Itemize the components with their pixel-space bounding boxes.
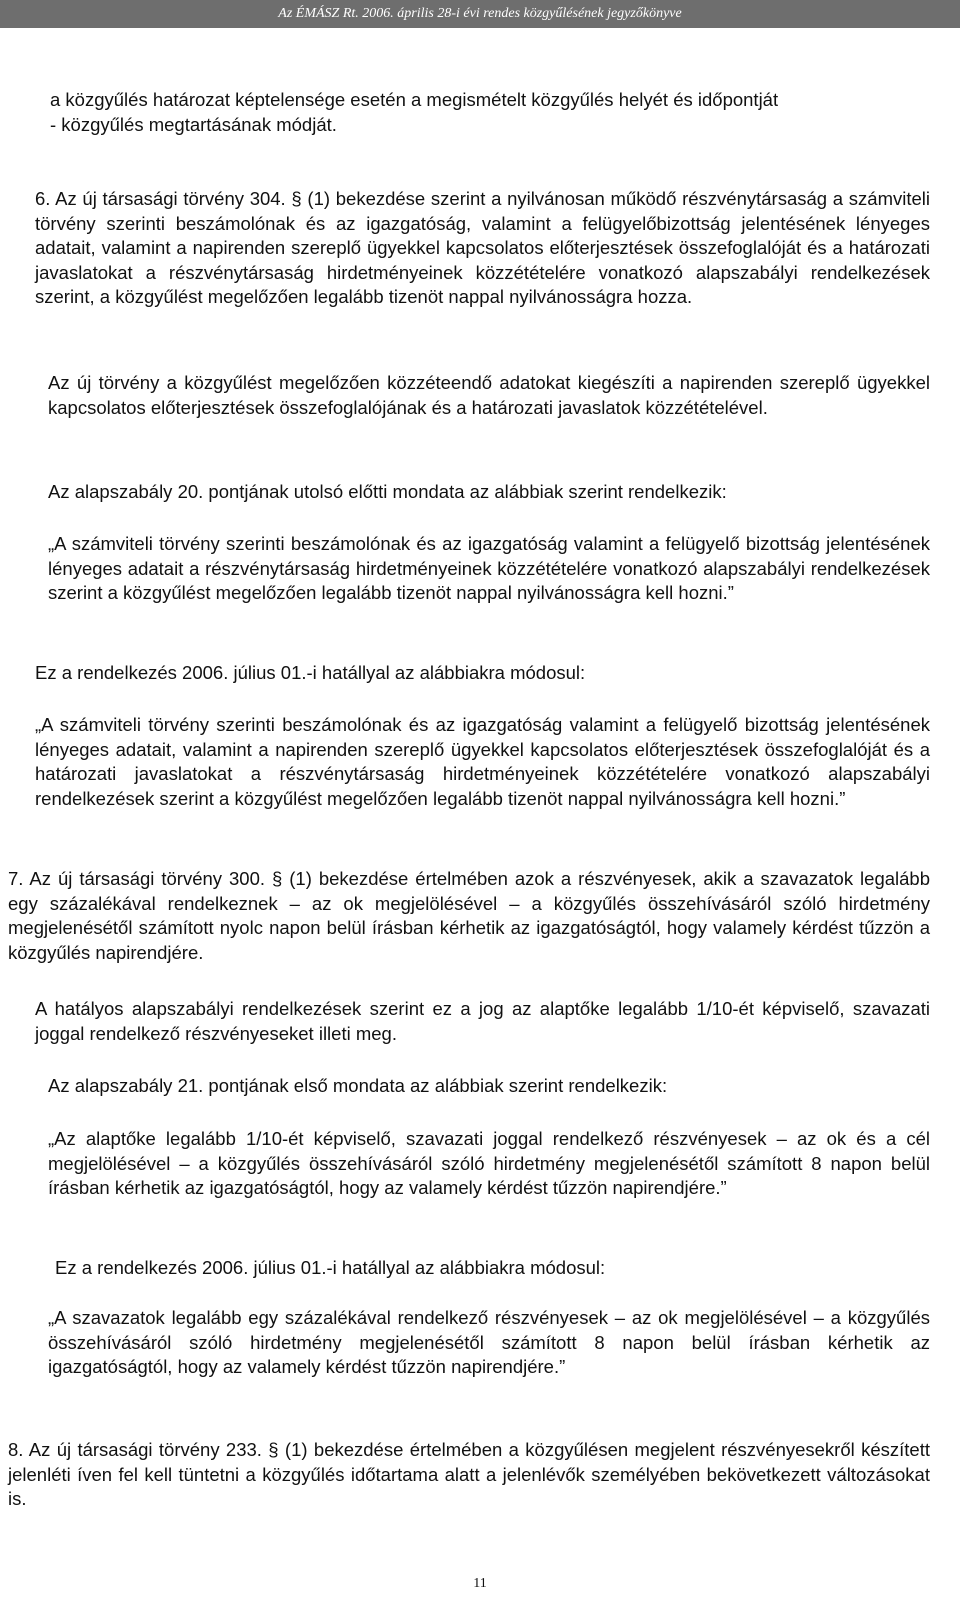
item-7-new-quote: „A szavazatok legalább egy százalékával rendelkező részvényesek – az ok megjelölésével – a közgyűlés összehívásáról szóló hirdetmény megjelenésétől számított 8 napon belül írásban kérhetik az igazgatóságtól, hogy az valamely kérdést tűzzön napirendjére.” — [48, 1307, 930, 1377]
item-6-explanation: Az új törvény a közgyűlést megelőzően közzéteendő adatokat kiegészíti a napirenden szereplő ügyekkel kapcsolatos előterjesztések összefoglalójának és a határozati javaslatok közzétételével. — [48, 372, 930, 418]
item-6-new-intro: Ez a rendelkezés 2006. július 01.-i hatállyal az alábbiakra módosul: — [35, 662, 586, 683]
item-7-new-intro: Ez a rendelkezés 2006. július 01.-i hatállyal az alábbiakra módosul: — [55, 1257, 606, 1278]
item-7-paragraph: 7. Az új társasági törvény 300. § (1) bekezdése értelmében azok a részvényesek, akik a szavazatok legalább egy százalékával rendelkeznek – az ok megjelölésével – a közgyűlés összehívásáról szóló hirdetmény megjelenésétől számított nyolc napon belül írásban kérhetik az igazgatóságtól, hogy valamely kérdést tűzzön a közgyűlés napirendjére. — [8, 868, 930, 963]
page-number: 11 — [473, 1576, 487, 1591]
text-line: - közgyűlés megtartásának módját. — [50, 113, 337, 135]
item-7-current-intro: Az alapszabály 21. pontjának első mondata az alábbiak szerint rendelkezik: — [48, 1075, 668, 1096]
item-6-current-intro: Az alapszabály 20. pontjának utolsó előtti mondata az alábbiak szerint rendelkezik: — [48, 481, 727, 502]
item-6-new-quote: „A számviteli törvény szerinti beszámolónak és az igazgatóság valamint a felügyelő bizottság jelentésének lényeges adatait, valamint a napirenden szereplő ügyekkel kapcsolatos előterjesztések összefoglalóját és a határozati javaslatokat a részvénytársaság hirdetményeinek közzétételére vonatkozó alapszabályi rendelkezések szerint a közgyűlést megelőzően legalább tizenöt nappal nyilvánosságra kell hozni.” — [35, 714, 930, 809]
item-8-paragraph: 8. Az új társasági törvény 233. § (1) bekezdése értelmében a közgyűlésen megjelent részvényesekről készített jelenléti íven fel kell tüntetni a közgyűlés időtartama alatt a jelenlévők személyében bekövetkezett változásokat is. — [8, 1439, 930, 1509]
item-6-current-quote: „A számviteli törvény szerinti beszámolónak és az igazgatóság valamint a felügyelő bizottság jelentésének lényeges adatait a részvénytársaság hirdetményeinek közzétételére vonatkozó alapszabályi rendelkezések szerint a közgyűlést megelőzően legalább tizenöt nappal nyilvánosságra kell hozni.” — [48, 533, 930, 603]
item-6-paragraph: 6. Az új társasági törvény 304. § (1) bekezdése szerint a nyilvánosan működő részvénytársaság a számviteli törvény szerinti beszámolónak és az igazgatóság, valamint a felügyelőbizottság jelentésének lényeges adatait, valamint a napirenden szereplő ügyekkel kapcsolatos előterjesztések összefoglalóját és a határozati javaslatokat a részvénytársaság hirdetményeinek közzétételére vonatkozó alapszabályi rendelkezések szerint, a közgyűlést megelőzően legalább tizenöt nappal nyilvánosságra hozza. — [35, 188, 930, 307]
text-line: a közgyűlés határozat képtelensége esetén a megismételt közgyűlés helyét és időpontját — [50, 89, 779, 110]
item-7-current-quote: „Az alaptőke legalább 1/10-ét képviselő, szavazati joggal rendelkező részvényesek – az ok és a cél megjelölésével – a közgyűlés összehívásáról szóló hirdetmény megjelenésétől számított 8 napon belül írásban kérhetik az igazgatóságtól, hogy az valamely kérdést tűzzön napirendjére.” — [48, 1128, 930, 1198]
page-header: Az ÉMÁSZ Rt. 2006. április 28-i évi rendes közgyűlésének jegyzőkönyve — [0, 0, 960, 28]
item-7-current-rule: A hatályos alapszabályi rendelkezések szerint ez a jog az alaptőke legalább 1/10-ét képviselő, szavazati joggal rendelkező részvényeseket illeti meg. — [35, 998, 930, 1044]
intro-continuation — [50, 88, 930, 137]
